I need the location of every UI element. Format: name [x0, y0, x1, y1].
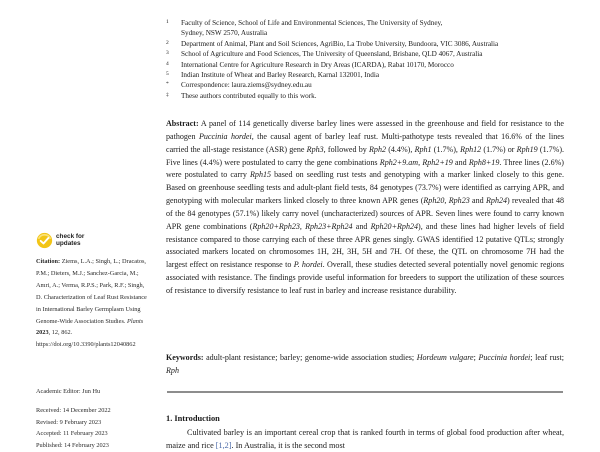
abstract-text: and [352, 221, 371, 231]
citation-volume: , 12, [48, 329, 60, 337]
affiliation-marker: 1 [166, 19, 169, 25]
correspondence[interactable] [166, 80, 586, 90]
affiliation-2 [166, 39, 586, 49]
check-for-updates-button[interactable] [36, 232, 84, 249]
citation-link[interactable]: [1,2] [215, 441, 232, 450]
gene-combination: Rph20+Rph23 [252, 221, 300, 231]
abstract-text: and [452, 157, 469, 167]
section-divider [167, 391, 563, 393]
gene-combination: Rph2+19 [422, 157, 453, 167]
body-text: . In Australia, it is the second most [231, 441, 345, 450]
doi-link[interactable]: 862. https://doi.org/10.3390/plants12040862 [36, 329, 136, 349]
abstract-text: . Three lines (2.6%) were postulated to carry [166, 157, 564, 180]
check-updates-line1: check for [56, 232, 85, 240]
abstract-text: , [444, 196, 449, 206]
check-updates-icon [36, 232, 53, 249]
keywords-text: Rph [166, 365, 179, 375]
citation-text: Ziems, L.A.; Singh, L.; Dracatos, P.M.; Dieters, M.J.; Sanchez-Garcia, M.; Amri, A.; Verma, R.P.S.; Park, R.F.; Singh, D. Characterization of Leaf Rust Resistance in International Barley Germplasm Using Genome-Wide Association Studies. [36, 258, 147, 325]
citation-year: 2023 [36, 329, 49, 337]
abstract-text: , the causal agent of barley leaf rust. Multi-pathotype tests revealed that 16.6% of the lines carried the all-stage resistance (ASR) gene [166, 131, 564, 154]
citation-label: Citation: [36, 258, 61, 265]
species-name: P. hordei [293, 260, 323, 270]
affiliation-text: Indian Institute of Wheat and Barley Research, Karnal 132001, India [181, 71, 380, 80]
equal-contribution-note [166, 91, 586, 101]
gene-name: Rph20 [423, 196, 445, 206]
affiliation-1 [166, 18, 586, 28]
species-name: Puccinia hordei [198, 131, 252, 141]
affiliation-1-cont [166, 28, 586, 38]
journal-name: Plants [127, 317, 144, 325]
abstract-text: A panel of 114 genetically diverse barley lines were assessed in the greenhouse and field for resistance to the pathogen [166, 119, 564, 141]
abstract-label: Abstract: [166, 119, 199, 128]
gene-name: Rph15 [250, 170, 272, 180]
gene-name: Rph19 [516, 144, 538, 154]
introduction-paragraph [166, 426, 564, 452]
gene-combination: Rph20+Rph24 [370, 221, 419, 231]
abstract-text: (1.7%), [431, 144, 461, 154]
abstract-text: based on seedling rust tests and genotyping with a marker linked closely to this gene. Based on greenhouse seedling tests and adult-plant field tests, 84 genotypes (73.7%) were identified as carrying APR, and genotyping with molecular markers linked closely to three known APR genes ( [166, 170, 565, 206]
revised-date: Revised: 9 February 2023 [36, 418, 102, 426]
affiliation-marker: ‡ [166, 91, 169, 98]
check-updates-line2: updates [56, 239, 81, 247]
affiliation-text: Faculty of Science, School of Life and Environmental Sciences, The University of Sydney, [181, 19, 443, 27]
abstract-paragraph [166, 118, 564, 298]
affiliation-text: School of Agriculture and Food Sciences, The University of Queensland, Brisbane, QLD 4067, Australia [181, 50, 483, 59]
abstract-text: , followed by [323, 144, 369, 154]
abstract-text: (4.4%), [386, 144, 415, 154]
publication-dates [36, 405, 148, 451]
affiliation-marker: * [166, 81, 169, 88]
affiliation-4 [166, 60, 586, 70]
gene-combination: Rph2+9.am [379, 157, 419, 167]
abstract-text: . Overall, these studies detected several potentially novel genomic regions associated with resistance. The findings provide useful information for breeders to support the utilization of these sources of resistance to diversify resistance to leaf rust in barley and increase resistance durability. [166, 260, 564, 295]
body-text: Cultivated barley is an important cereal crop that is ranked fourth in terms of global food production after wheat, maize and rice [166, 428, 564, 450]
abstract-text: and [469, 196, 486, 206]
affiliation-marker: 4 [166, 60, 169, 67]
keywords-text: adult-plant resistance; barley; genome-wide association studies; [203, 353, 417, 362]
gene-name: Rph24 [486, 196, 508, 206]
citation-block [36, 256, 148, 351]
abstract-text: (1.7%) or [481, 144, 517, 154]
affiliation-5 [166, 70, 586, 80]
abstract-text: ), and these lines had higher levels of field resistance compared to those carrying each of these three APR genes singly. GWAS identified 12 putative QTLs; strongly associated markers located on chromosomes 1H, 2H, 3H, 5H and 7H. Of these, the QTL on chromosome 7H had the largest effect on resistance response to [166, 221, 564, 270]
abstract-text: , [299, 221, 306, 231]
affiliation-marker: 5 [166, 71, 169, 78]
published-date: Published: 14 February 2023 [36, 441, 109, 449]
affiliations-list [166, 18, 586, 101]
check-updates-label [56, 234, 84, 247]
received-date: Received: 14 December 2022 [36, 407, 111, 414]
abstract-text: , [418, 157, 423, 167]
keywords-text: ; leaf rust; [530, 353, 564, 362]
keywords-text: ; [473, 353, 479, 362]
gene-name: Rph12 [460, 144, 482, 154]
abstract-text: ) revealed that 48 of the 84 genotypes (57.1%) likely carry novel (uncharacterized) sources of APR. Seven lines were found to carry known APR gene combinations ( [166, 196, 564, 231]
gene-name: Rph23 [448, 196, 470, 206]
affiliation-marker: 2 [166, 39, 169, 46]
accepted-date: Accepted: 11 February 2023 [36, 430, 108, 438]
affiliation-text: These authors contributed equally to this work. [181, 91, 317, 100]
affiliation-3 [166, 49, 586, 59]
gene-combination: Rph23+Rph24 [305, 221, 353, 231]
section-heading-introduction: 1. Introduction [166, 414, 220, 423]
affiliation-text: International Centre for Agriculture Research in Dry Areas (ICARDA), Rabat 10170, Morocco [181, 60, 454, 69]
affiliation-text: Sydney, NSW 2570, Australia [181, 29, 268, 38]
keywords-label: Keywords: [166, 353, 204, 362]
gene-combination: Rph8+19 [468, 157, 500, 167]
abstract [166, 118, 564, 298]
academic-editor: Academic Editor: Jun Hu [36, 388, 101, 395]
affiliation-marker: 3 [166, 50, 169, 57]
correspondence-email[interactable]: Correspondence: laura.ziems@sydney.edu.au [181, 81, 312, 90]
keywords [166, 352, 564, 377]
keywords-text: Hordeum vulgare [416, 353, 474, 362]
keywords-text: Puccinia hordei [478, 353, 531, 362]
gene-name: Rph2 [369, 144, 386, 154]
abstract-text: (1.7%). Five lines (4.4%) were postulated to carry the gene combinations [166, 144, 565, 167]
gene-name: Rph3 [306, 144, 324, 154]
gene-name: Rph1 [414, 144, 432, 154]
affiliation-text: Department of Animal, Plant and Soil Sciences, AgriBio, La Trobe University, Bundoora, VIC 3086, Australia [181, 39, 499, 48]
